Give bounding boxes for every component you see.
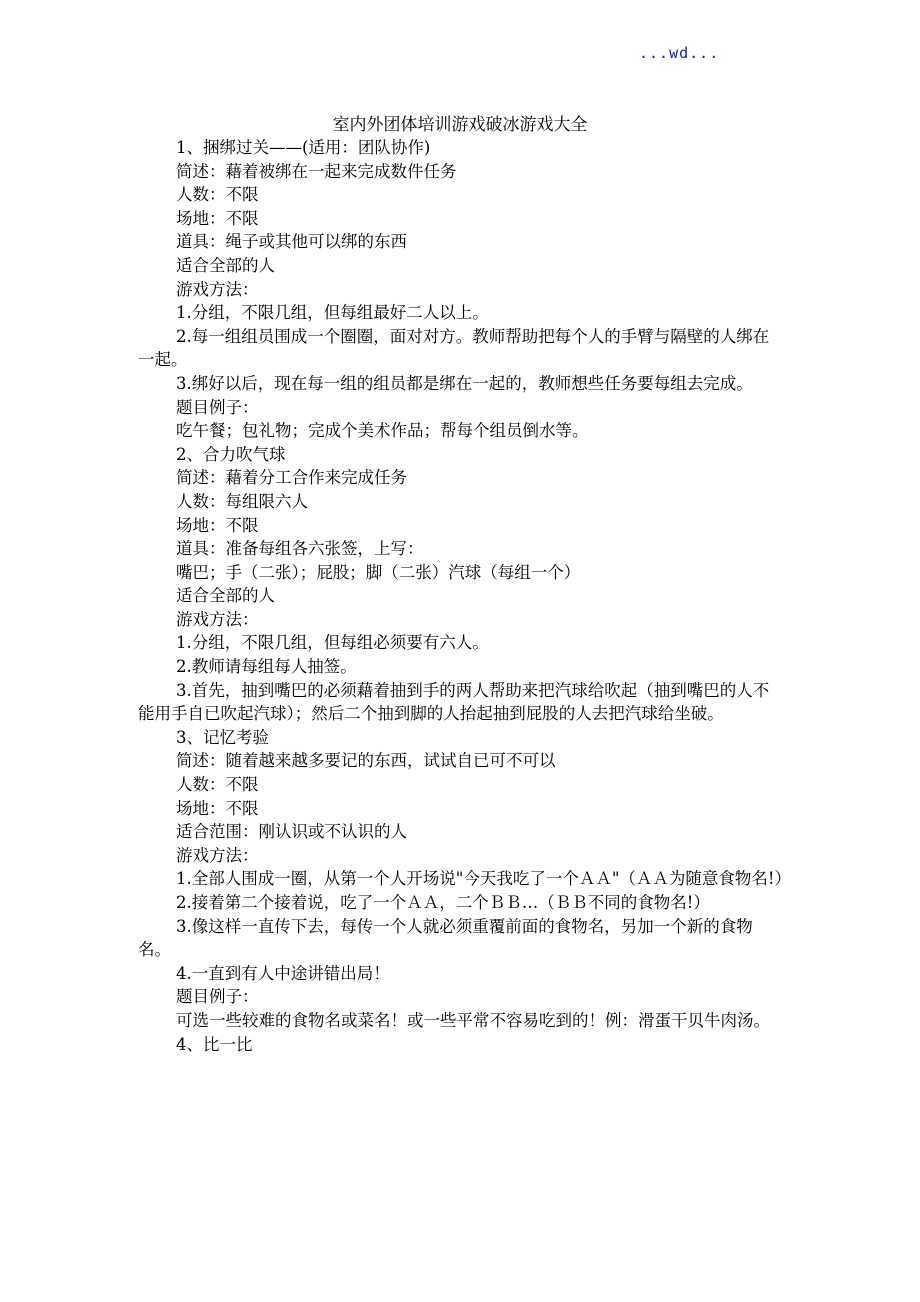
- game2-venue: 场地：不限: [176, 515, 259, 535]
- game1-heading: 1、捆绑过关——(适用：团队协作): [176, 138, 431, 157]
- game1-people: 人数：不限: [176, 185, 259, 205]
- game1-step: 3.绑好以后，现在每一组的组员都是绑在一起的，教师想些任务要每组去完成。: [176, 373, 753, 393]
- game3-summary: 简述：随着越来越多要记的东西，试试自已可不可以: [176, 751, 556, 771]
- document-body: [138, 136, 792, 1056]
- game2-summary: 简述：藉着分工合作来完成任务: [176, 468, 407, 488]
- game2-step: 3.首先，抽到嘴巴的必须藉着抽到手的两人帮助来把汽球给吹起（抽到嘴巴的人不能用手自已吹起汽球）；然后二个抽到脚的人抬起抽到屁股的人去把汽球给坐破。: [138, 680, 770, 724]
- game3-step: 3.像这样一直传下去，每传一个人就必须重覆前面的食物名，另加一个新的食物名。: [138, 916, 753, 960]
- game3-example: 可选一些较难的食物名或菜名！或一些平常不容易吃到的！例：滑蛋干贝牛肉汤。: [176, 1010, 770, 1030]
- game3-people: 人数：不限: [176, 775, 259, 795]
- document-title: 室内外团体培训游戏破冰游戏大全: [332, 115, 588, 135]
- game1-summary: 简述：藉着被绑在一起来完成数件任务: [176, 161, 457, 181]
- game2-props: 道具：准备每组各六张签，上写：: [176, 539, 424, 559]
- game1-example: 吃午餐；包礼物；完成个美术作品；帮每个组员倒水等。: [176, 421, 589, 441]
- game2-step: 2.教师请每组每人抽签。: [176, 657, 357, 677]
- game1-step: 2.每一组组员围成一个圈圈，面对对方。教师帮助把每个人的手臂与隔壁的人绑在一起。: [138, 326, 770, 370]
- game2-method-label: 游戏方法：: [176, 609, 259, 629]
- game3-scope: 适合范围：刚认识或不认识的人: [176, 822, 407, 842]
- game4-heading: 4、比一比: [176, 1034, 253, 1054]
- game2-step: 1.分组，不限几组，但每组必须要有六人。: [176, 633, 489, 653]
- game1-venue: 场地：不限: [176, 208, 259, 228]
- game1-props: 道具：绳子或其他可以绑的东西: [176, 232, 407, 252]
- game2-heading: 2、合力吹气球: [176, 444, 286, 464]
- game1-step: 1.分组，不限几组，但每组最好二人以上。: [176, 303, 489, 323]
- game3-example-label: 题目例子：: [176, 987, 259, 1007]
- game2-props-detail: 嘴巴；手（二张）；屁股；脚（二张）汽球（每组一个）: [176, 562, 581, 582]
- game1-example-label: 题目例子：: [176, 397, 259, 417]
- header-watermark: ...wd...: [639, 44, 720, 62]
- game3-step: 4.一直到有人中途讲错出局！: [176, 963, 390, 983]
- game3-step: 1.全部人围成一圈，从第一个人开场说"今天我吃了一个ＡＡ"（ＡＡ为随意食物名!）: [176, 869, 792, 889]
- game1-method-label: 游戏方法：: [176, 279, 259, 299]
- game3-step: 2.接着第二个接着说，吃了一个ＡＡ，二个ＢＢ…（ＢＢ不同的食物名!）: [176, 893, 710, 912]
- game1-suitable: 适合全部的人: [176, 255, 275, 275]
- game3-heading: 3、记忆考验: [176, 727, 269, 747]
- game3-venue: 场地：不限: [176, 798, 259, 818]
- game3-method-label: 游戏方法：: [176, 845, 259, 865]
- game2-suitable: 适合全部的人: [176, 586, 275, 606]
- game2-people: 人数：每组限六人: [176, 491, 308, 511]
